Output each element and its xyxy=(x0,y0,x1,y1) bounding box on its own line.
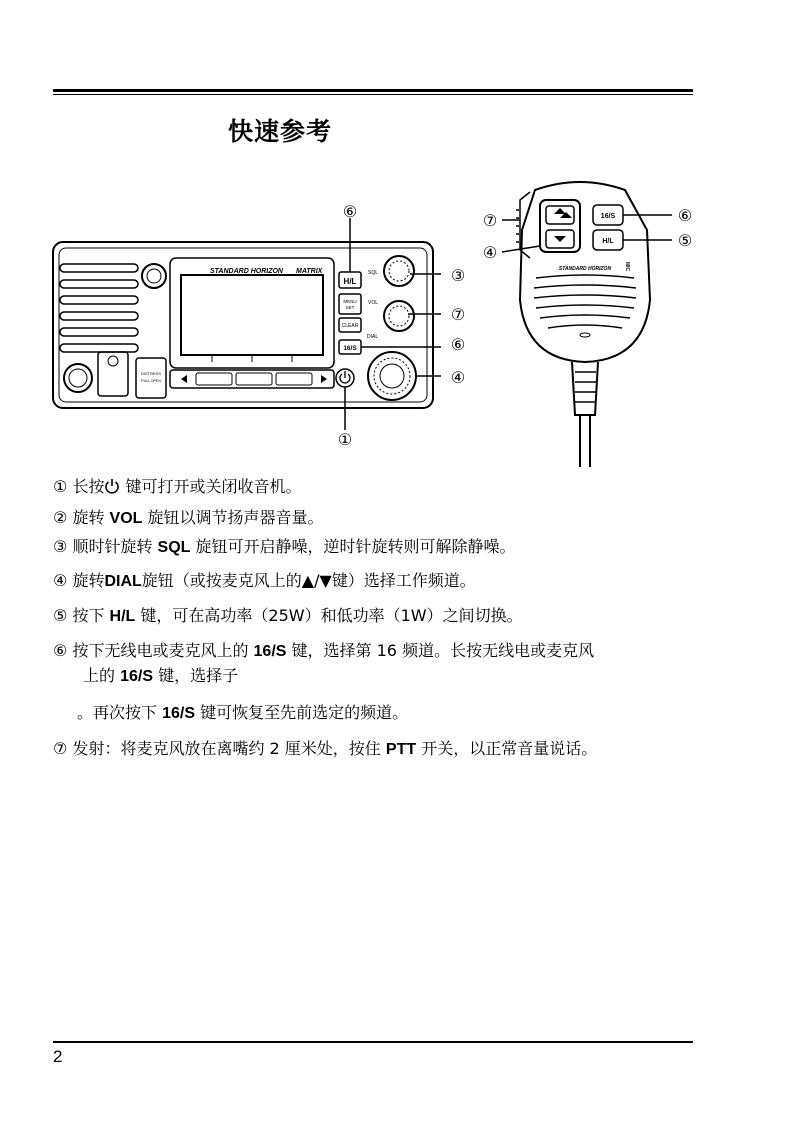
callout-1: ① xyxy=(337,432,353,449)
footer-rule xyxy=(53,1041,693,1043)
callout-6-mic: ⑥ xyxy=(677,208,693,225)
header-rule xyxy=(53,89,693,92)
vol-label: VOL xyxy=(368,300,379,306)
header-rule-thin xyxy=(53,94,693,95)
radio-model: MATRIX xyxy=(296,268,323,275)
sql-label: SQL xyxy=(368,270,379,276)
dial-label: DIAL xyxy=(367,334,379,340)
instruction-6: ⑥ 按下无线电或麦克风上的 16/S 键，选择第 16 频道。长按无线电或麦克风 xyxy=(53,641,595,660)
down-arrow-icon xyxy=(554,236,566,242)
callout-5-mic: ⑤ xyxy=(677,233,693,250)
radio-and-mic-illustration xyxy=(40,180,720,480)
power-icon xyxy=(340,371,350,383)
distress-label: DISTRESS xyxy=(140,371,162,376)
callout-4-radio: ④ xyxy=(450,370,466,387)
menu-button-label: MENU xyxy=(343,299,357,304)
instruction-6-line3: 。再次按下 16/S 键可恢复至先前选定的频道。 xyxy=(77,703,409,722)
mic-brand: STANDARD HORIZON xyxy=(558,266,612,272)
callout-3: ③ xyxy=(450,268,466,285)
hl-button-label: H/L xyxy=(343,277,357,286)
instruction-2: ② 旋转 VOL 旋钮以调节扬声器音量。 xyxy=(53,508,324,527)
left-arrow-icon xyxy=(181,375,187,383)
mic-side-label: MIC xyxy=(624,262,630,272)
radio-front-panel xyxy=(53,242,433,408)
instruction-3: ③ 顺时针旋转 SQL 旋钮可开启静噪，逆时针旋转则可解除静噪。 xyxy=(53,537,516,556)
instruction-7: ⑦ 发射：将麦克风放在离嘴约 2 厘米处，按住 PTT 开关，以正常音量说话。 xyxy=(53,739,598,758)
mic-hl-label: H/L xyxy=(602,238,614,245)
instruction-1: ① 长按 键可打开或关闭收音机。 xyxy=(53,477,302,496)
page-title: 快速参考 xyxy=(228,117,333,146)
callout-4-mic: ④ xyxy=(482,245,498,262)
microphone xyxy=(516,182,650,467)
power-icon xyxy=(104,478,120,494)
radio-brand: STANDARD HORIZON xyxy=(210,268,283,275)
clear-button-label: CLEAR xyxy=(341,323,359,329)
pull-open-label: PULL OPEN xyxy=(141,379,161,383)
set-button-label: SET xyxy=(345,305,355,310)
instruction-6-line2: 上的 16/S 键，选择子 xyxy=(83,666,239,685)
callout-7-mic: ⑦ xyxy=(482,213,498,230)
ch16-button-label: 16/S xyxy=(343,345,357,352)
callout-5-radio: ⑥ xyxy=(342,204,358,221)
right-arrow-icon xyxy=(321,375,327,383)
page-number: 2 xyxy=(53,1047,63,1066)
instruction-4: ④ 旋转DIAL旋钮（或按麦克风上的▲/▼键）选择工作频道。 xyxy=(53,571,476,590)
callout-6-radio: ⑥ xyxy=(450,337,466,354)
instruction-5: ⑤ 按下 H/L 键，可在高功率（25W）和低功率（1W）之间切换。 xyxy=(53,606,523,625)
callout-7-radio: ⑦ xyxy=(450,307,466,324)
mic-16s-label: 16/S xyxy=(600,213,616,220)
